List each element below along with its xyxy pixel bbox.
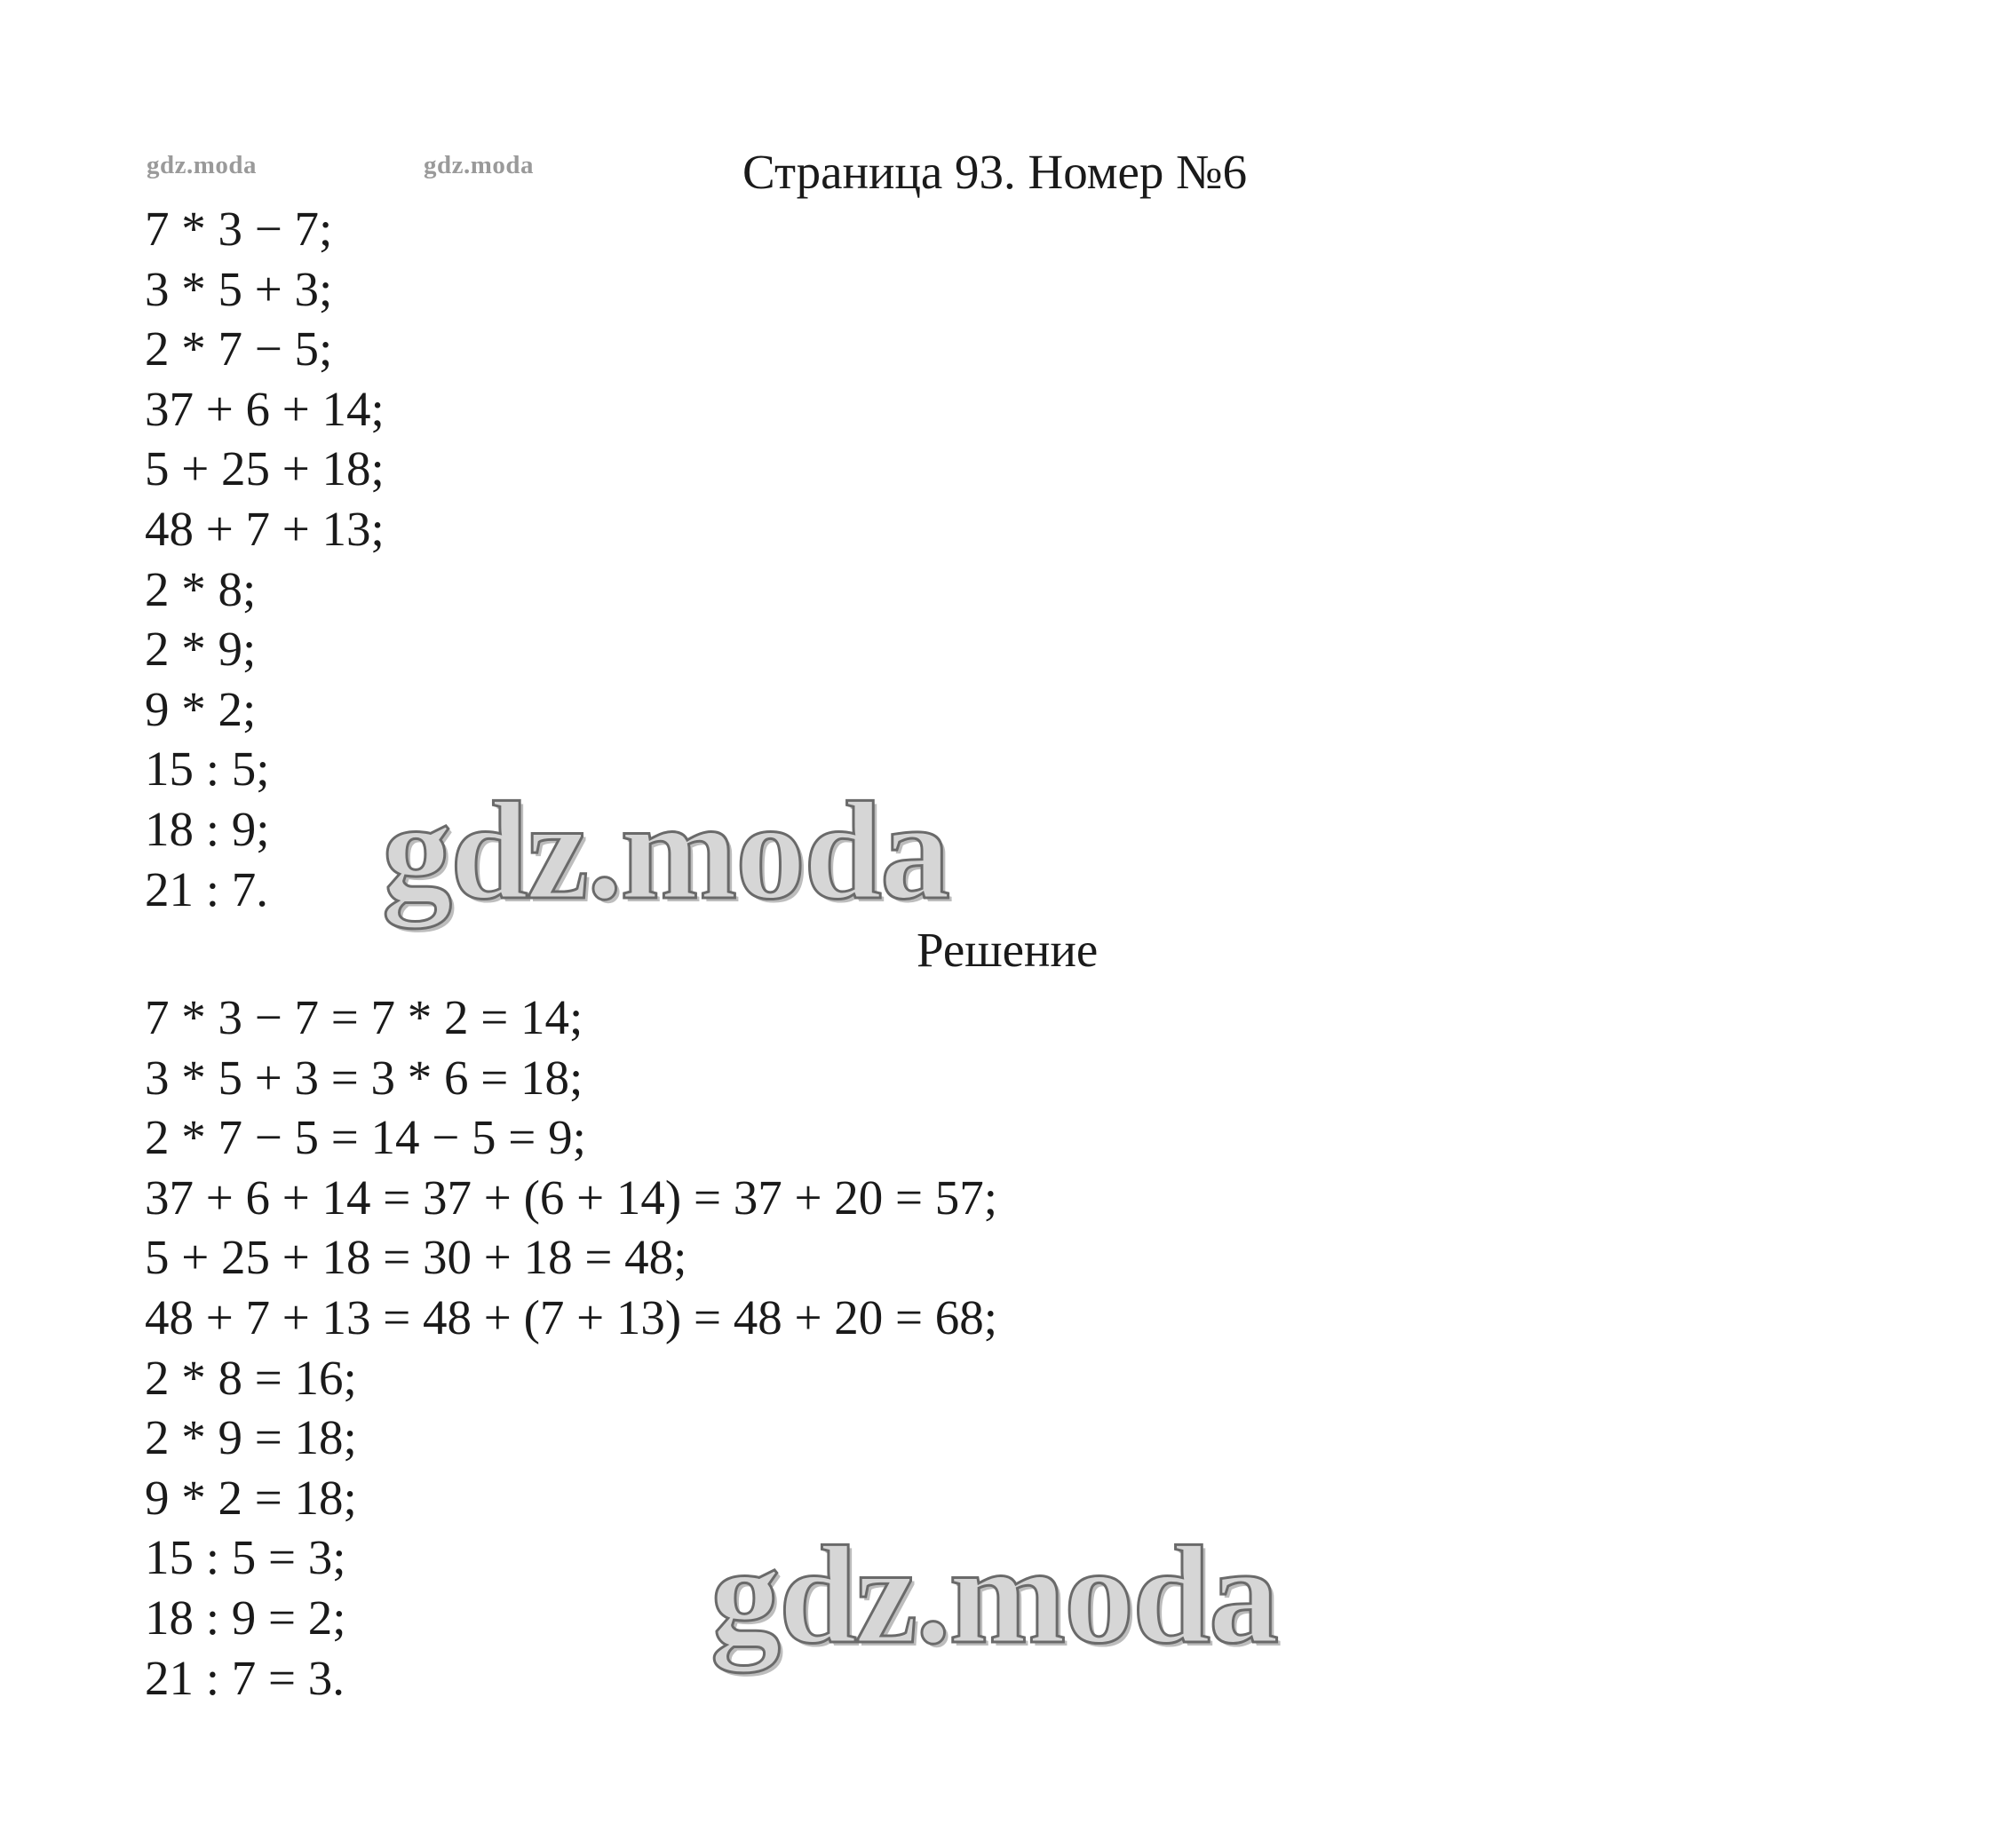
task-line: 9 * 2; [145, 681, 257, 736]
watermark-small-center: gdz.moda [424, 151, 535, 179]
solution-line: 21 : 7 = 3. [145, 1650, 345, 1705]
task-line: 21 : 7. [145, 861, 269, 916]
task-line: 48 + 7 + 13; [145, 501, 385, 556]
task-line: 2 * 8; [145, 561, 257, 616]
solution-line: 2 * 8 = 16; [145, 1350, 357, 1405]
task-line: 7 * 3 − 7; [145, 202, 333, 256]
task-line: 37 + 6 + 14; [145, 381, 385, 436]
solution-line: 7 * 3 − 7 = 7 * 2 = 14; [145, 990, 583, 1044]
solution-line: 2 * 7 − 5 = 14 − 5 = 9; [145, 1110, 586, 1165]
solution-line: 37 + 6 + 14 = 37 + (6 + 14) = 37 + 20 = 57; [145, 1170, 998, 1225]
task-line: 3 * 5 + 3; [145, 261, 333, 316]
solution-line: 3 * 5 + 3 = 3 * 6 = 18; [145, 1050, 583, 1105]
watermark-large-upper: gdz.moda [382, 773, 948, 929]
solution-line: 9 * 2 = 18; [145, 1470, 357, 1525]
solution-line: 15 : 5 = 3; [145, 1530, 346, 1585]
task-line: 5 + 25 + 18; [145, 441, 385, 496]
solution-line: 48 + 7 + 13 = 48 + (7 + 13) = 48 + 20 = 68; [145, 1289, 998, 1344]
watermark-small-left: gdz.moda [147, 151, 258, 179]
solution-line: 5 + 25 + 18 = 30 + 18 = 48; [145, 1230, 687, 1285]
task-line: 15 : 5; [145, 742, 270, 797]
task-list [145, 199, 385, 919]
page-title: Страница 93. Номер №6 [742, 145, 1248, 199]
solution-line: 2 * 9 = 18; [145, 1410, 357, 1465]
task-line: 2 * 9; [145, 622, 257, 677]
solution-line: 18 : 9 = 2; [145, 1590, 346, 1645]
task-line: 2 * 7 − 5; [145, 321, 333, 377]
solution-heading: Решение [917, 923, 1099, 977]
task-line: 18 : 9; [145, 801, 270, 856]
watermark-large-lower: gdz.moda [710, 1518, 1277, 1673]
